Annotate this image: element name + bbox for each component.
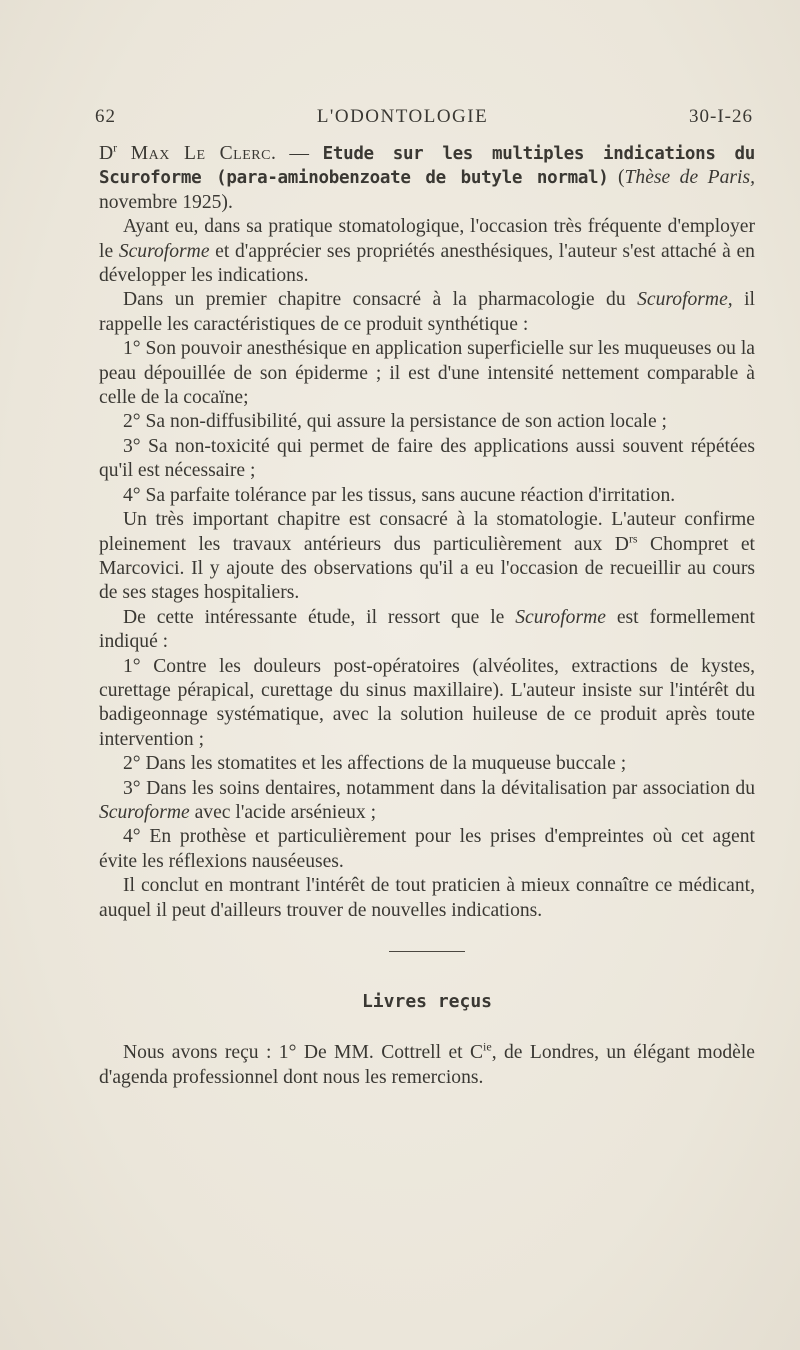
- books-sup: ie: [483, 1039, 492, 1054]
- p2-text-a: Dans un premier chapitre consacré à la pharmacologie du: [123, 289, 638, 311]
- indication-item-4: 4° En prothèse et particulièrement pour les prises d'empreintes où cet agent évite les réflexions nauséeuses.: [99, 826, 755, 872]
- indication-item-2: 2° Dans les stomatites et les affections de la muqueuse buccale ;: [123, 753, 627, 775]
- books-text-b: , de Londres, un élégant modèle d'agenda professionnel dont nous les remercions.: [99, 1042, 755, 1088]
- author-prefix: D: [99, 143, 114, 164]
- m3-text-b: Scuroforme: [99, 801, 190, 823]
- p1-text-a: Ayant eu, dans sa pratique stomatologique, l'occasion très fréquente d'employer le: [99, 216, 755, 262]
- journal-title: L'ODONTOLOGIE: [316, 106, 489, 127]
- p4-text-a: De cette intéressante étude, il ressort que le: [123, 606, 516, 628]
- list-item-1: 1° Son pouvoir anesthésique en application superficielle sur les muqueuses ou la peau dépouillée de son épiderme ; il est d'une intensité nettement comparable à celle de la cocaïne;: [99, 338, 755, 409]
- source-open: (: [608, 167, 625, 189]
- author-name: Max Le Clerc: [130, 143, 271, 164]
- indication-item-3: [99, 777, 755, 826]
- p3-text-b: Chompret et Marcovici. Il y ajoute des observations qu'il a eu l'occasion de recueillir au cours de ses stages hospitaliers.: [99, 533, 755, 604]
- article-body: [99, 142, 755, 1090]
- heading-dash: . —: [270, 143, 310, 164]
- paragraph-stomatology: [99, 508, 755, 606]
- list-item-3: 3° Sa non-toxicité qui permet de faire des applications aussi souvent répétées qu'il est nécessaire ;: [99, 435, 755, 482]
- section-title: Livres reçus: [361, 991, 493, 1012]
- source-rest: novembre 1925).: [99, 191, 233, 213]
- p3-text-a: Un très important chapitre est consacré à la stomatologie. L'auteur confirme pleinement les travaux antérieurs dus particulièrement aux D: [99, 509, 755, 555]
- running-header: [95, 106, 753, 128]
- books-text-a: Nous avons reçu : 1° De MM. Cottrell et C: [123, 1042, 484, 1064]
- paragraph-pharmacology: [99, 288, 755, 337]
- list-item-4: 4° Sa parfaite tolérance par les tissus, sans aucune réaction d'irritation.: [123, 484, 676, 506]
- p1-text-c: et d'apprécier ses propriétés anesthésiques, l'auteur s'est attaché à en développer les indications.: [99, 240, 755, 287]
- p4-text-b: Scuroforme: [515, 606, 606, 628]
- page-number: 62: [95, 106, 116, 127]
- p3-sup: rs: [628, 530, 638, 545]
- paragraph-intro: [99, 215, 755, 288]
- p4-text-c: est formellement indiqué :: [99, 606, 756, 653]
- indication-item-1: 1° Contre les douleurs post-opératoires (alvéolites, extractions de kystes, curettage pérapical, curettage du sinus maxillaire). L'auteur insiste sur l'intérêt du badigeonnage systématique, avec la solution huileuse de ce produit après toute intervention ;: [99, 655, 755, 750]
- m3-text-c: avec l'acide arsénieux ;: [189, 801, 377, 823]
- author-prefix-sup: r: [113, 140, 118, 155]
- m3-text-a: 3° Dans les soins dentaires, notamment dans la dévitalisation par association du: [123, 777, 755, 799]
- paragraph-indications: [99, 606, 755, 655]
- p2-text-c: il rappelle les caractéristiques de ce produit synthétique :: [99, 289, 755, 335]
- p2-text-b: Scuroforme,: [637, 289, 733, 311]
- section-divider: [389, 951, 465, 952]
- issue-date: 30-I-26: [689, 106, 753, 127]
- source-italic: Thèse de Paris,: [624, 167, 755, 189]
- list-item-2: 2° Sa non-diffusibilité, qui assure la persistance de son action locale ;: [123, 411, 667, 433]
- article-title: Etude sur les multiples indications du Scuroforme (para-aminobenzoate de butyle normal): [99, 144, 756, 189]
- paragraph-conclusion: Il conclut en montrant l'intérêt de tout praticien à mieux connaître ce médicant, auquel il peut d'ailleurs trouver de nouvelles indications.: [99, 875, 755, 921]
- article-heading: [99, 142, 755, 215]
- paragraph-books: [99, 1041, 755, 1090]
- p1-text-b: Scuroforme: [118, 240, 210, 262]
